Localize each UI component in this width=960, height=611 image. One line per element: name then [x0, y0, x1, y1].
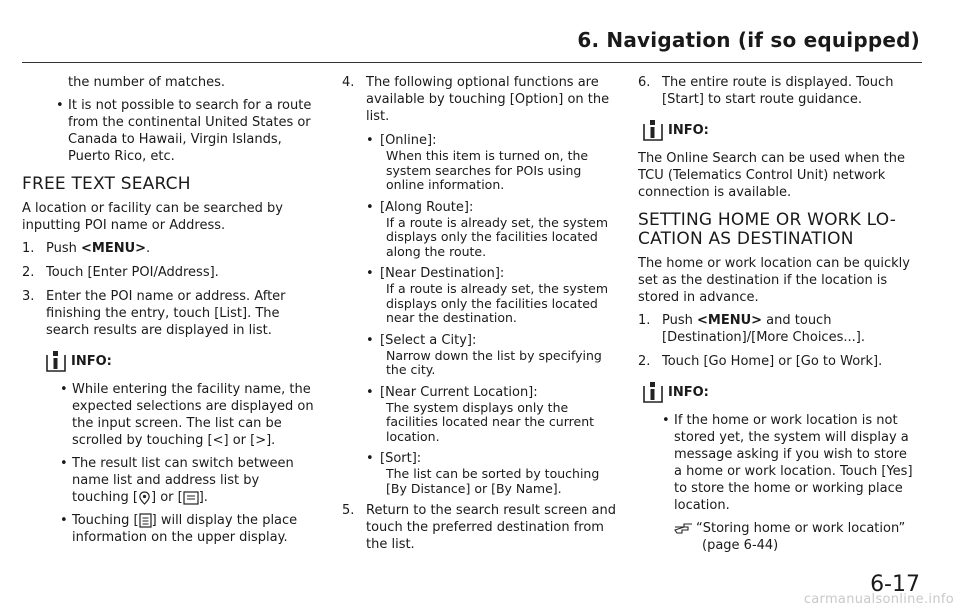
step-text: Touch [Enter POI/Address]. — [46, 265, 219, 280]
bullet-mark: • — [366, 133, 374, 148]
option-description: The list can be sorted by touching [By Distance] or [By Name]. — [386, 466, 600, 496]
intro-text: The home or work location can be quickly set as the destination if the location is stored in advance. — [638, 256, 910, 305]
page-number: 6-17 — [870, 572, 920, 597]
step-6 — [638, 74, 917, 108]
bullet-mark: • — [366, 332, 374, 348]
intro-text: A location or facility can be searched by inputting POI name or Address. — [22, 201, 283, 233]
option-label: [Near Destination]: — [380, 266, 505, 281]
header-rule — [22, 62, 922, 63]
bullet-mark: • — [60, 456, 68, 471]
option-list — [342, 132, 619, 496]
option-description: The system displays only the facilities located near the current location. — [386, 399, 595, 444]
section-heading: FREE TEXT SEARCH — [22, 174, 191, 194]
info-label: INFO: — [668, 122, 709, 138]
step-text: Push — [46, 241, 81, 256]
option-description: If a route is already set, the system displays only the facilities located near the destination. — [386, 281, 609, 325]
continued-text: the number of matches. — [68, 75, 226, 90]
column-3 — [638, 74, 917, 554]
option-description: If a route is already set, the system displays only the facilities located along the route. — [386, 214, 609, 259]
option-item — [342, 265, 619, 326]
option-label-row — [342, 384, 619, 401]
option-label-row — [342, 199, 619, 216]
step-1 — [638, 312, 917, 346]
step-text: The entire route is displayed. Touch [Start] to start route guidance. — [662, 75, 894, 107]
address-icon — [183, 491, 199, 505]
info-label: INFO: — [71, 353, 112, 369]
bullet-mark: • — [366, 266, 374, 281]
step-number: 4. — [342, 75, 355, 90]
option-label: [Select a City]: — [380, 332, 477, 348]
bullet-mark: • — [366, 451, 374, 466]
option-label: [Sort]: — [380, 451, 422, 466]
step-number: 1. — [638, 313, 651, 328]
step-text: The following optional functions are available by touching [Option] on the list. — [366, 75, 610, 124]
info-text: The Online Search can be used when the TCU (Telematics Control Unit) network connection is available. — [638, 151, 906, 200]
option-description: When this item is turned on, the system searches for POIs using online information. — [386, 148, 589, 192]
info-bullet — [60, 512, 320, 546]
step-5 — [342, 502, 619, 553]
menu-key-label: <MENU> — [697, 313, 763, 328]
reference-page[interactable]: (page 6-44) — [702, 538, 779, 553]
reference-title[interactable]: “Storing home or work location” — [696, 521, 906, 536]
option-label-row — [342, 265, 619, 282]
info-bullet — [60, 455, 320, 506]
info-icon — [45, 349, 67, 373]
step-text-end: and touch [Destination]/[More Choices...]. — [662, 313, 865, 345]
step-text: Return to the search result screen and touch the preferred destination from the list. — [366, 503, 616, 552]
bullet-mark: • — [56, 98, 64, 113]
bullet-mark: • — [662, 413, 670, 428]
step-4 — [342, 74, 619, 125]
section-header: 6. Navigation (if so equipped) — [577, 28, 920, 52]
bullet-mark: • — [366, 199, 374, 215]
bullet-mark: • — [60, 382, 68, 397]
place-info-icon — [139, 513, 152, 528]
info-text-mid: ] or [ — [150, 490, 183, 505]
column-2 — [342, 74, 619, 560]
info-text: The result list can switch between name list and address list by touching [ — [72, 456, 294, 505]
info-callout — [45, 349, 320, 373]
list-item — [22, 97, 320, 165]
bullet-mark: • — [60, 513, 68, 528]
option-item — [342, 384, 619, 445]
option-item — [342, 132, 619, 193]
column-1 — [22, 74, 320, 552]
step-2 — [638, 353, 917, 370]
step-text-end: . — [146, 241, 151, 256]
info-icon — [642, 380, 664, 404]
info-bullet — [60, 381, 320, 449]
step-3 — [22, 288, 320, 339]
step-number: 6. — [638, 75, 651, 90]
option-label: [Online]: — [380, 133, 437, 148]
menu-key-label: <MENU> — [81, 241, 147, 256]
poi-icon — [138, 491, 151, 505]
step-1 — [22, 240, 320, 257]
option-label: [Near Current Location]: — [380, 384, 538, 400]
step-text: Touch [Go Home] or [Go to Work]. — [662, 354, 883, 369]
info-text-end: ] will display the place information on the upper display. — [72, 513, 298, 545]
option-label: [Along Route]: — [380, 199, 474, 215]
info-callout — [642, 380, 917, 404]
route-note: It is not possible to search for a route from the continental United States or Canada to Hawaii, Virgin Islands, Puerto Rico, etc. — [68, 98, 312, 164]
option-item — [342, 450, 619, 496]
info-icon — [642, 118, 664, 142]
info-text: Touching [ — [72, 513, 139, 528]
info-text-end: ]. — [198, 490, 208, 505]
step-number: 5. — [342, 503, 355, 518]
option-label-row — [342, 132, 619, 149]
info-callout — [642, 118, 917, 142]
step-number: 2. — [22, 265, 35, 280]
option-label-row — [342, 332, 619, 349]
info-label: INFO: — [668, 384, 709, 400]
bullet-mark: • — [366, 384, 374, 400]
pointing-hand-icon — [674, 521, 694, 535]
option-item — [342, 332, 619, 378]
info-text: While entering the facility name, the expected selections are displayed on the input screen. The list can be scrolled by touching [<] or [>]. — [72, 382, 314, 448]
step-2 — [22, 264, 320, 281]
watermark: carmanualsonline.info — [803, 592, 954, 607]
step-number: 2. — [638, 354, 651, 369]
cross-reference[interactable] — [638, 520, 917, 554]
section-heading: SETTING HOME OR WORK LO-CATION AS DESTINATION — [638, 210, 897, 249]
info-text: If the home or work location is not stored yet, the system will display a message asking if you wish to store a home or work location. Touch [Yes] to store the home or working place location. — [674, 413, 913, 513]
step-number: 3. — [22, 289, 35, 304]
step-text: Enter the POI name or address. After finishing the entry, touch [List]. The search results are displayed in list. — [46, 289, 286, 338]
step-text: Push — [662, 313, 697, 328]
info-bullet — [662, 412, 917, 514]
step-number: 1. — [22, 241, 35, 256]
option-description: Narrow down the list by specifying the city. — [386, 347, 602, 377]
option-label-row — [342, 450, 619, 467]
option-item — [342, 199, 619, 260]
